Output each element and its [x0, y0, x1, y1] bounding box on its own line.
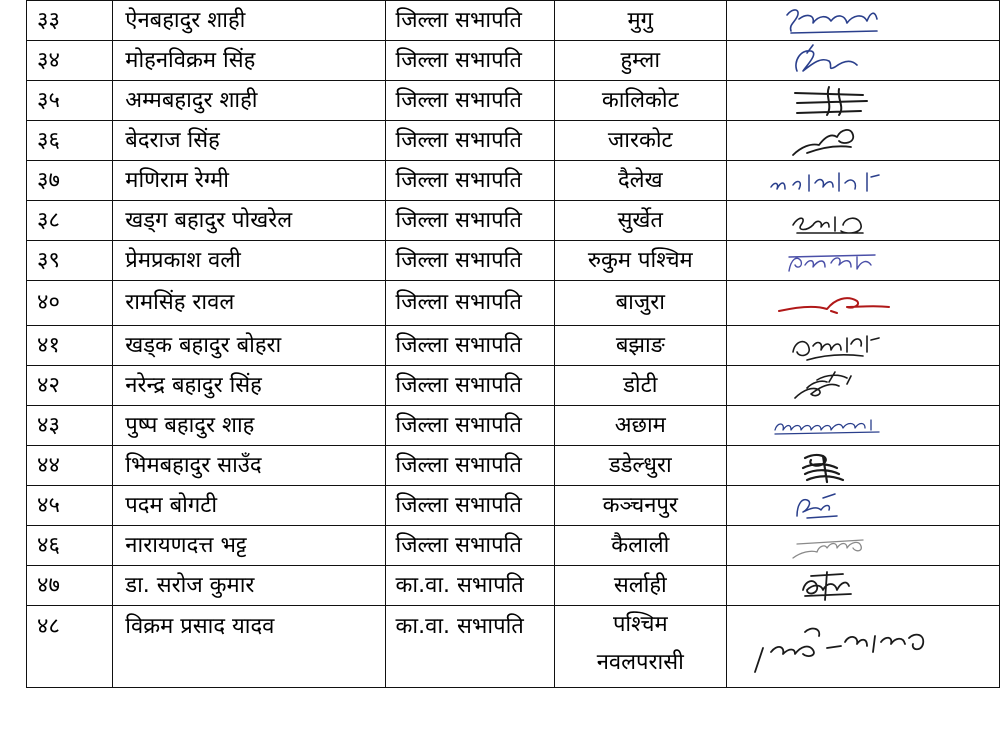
handwritten-signature [749, 618, 949, 678]
person-name: ऐनबहादुर शाही [113, 1, 385, 41]
person-name: भिमबहादुर साउँद [113, 446, 385, 486]
table-row [27, 41, 1000, 81]
district-name: मुगु [554, 1, 726, 41]
handwritten-signature [767, 328, 897, 364]
signature-cell [726, 241, 999, 281]
position-title: जिल्ला सभापति [385, 526, 554, 566]
person-name: नारायणदत्त भट्ट [113, 526, 385, 566]
position-title: जिल्ला सभापति [385, 121, 554, 161]
table-row [27, 281, 1000, 326]
serial-number: ४६ [27, 526, 113, 566]
person-name: खड्क बहादुर बोहरा [113, 326, 385, 366]
handwritten-signature [767, 163, 897, 199]
district-name: जारकोट [554, 121, 726, 161]
handwritten-signature [767, 123, 897, 159]
position-title: जिल्ला सभापति [385, 486, 554, 526]
position-title: जिल्ला सभापति [385, 1, 554, 41]
table-row [27, 606, 1000, 688]
table-row [27, 1, 1000, 41]
signature-cell [726, 41, 999, 81]
handwritten-signature [767, 203, 897, 239]
table-row [27, 566, 1000, 606]
table-row [27, 366, 1000, 406]
signature-cell [726, 201, 999, 241]
person-name: नरेन्द्र बहादुर सिंह [113, 366, 385, 406]
person-name: खड्ग बहादुर पोखरेल [113, 201, 385, 241]
position-title: जिल्ला सभापति [385, 41, 554, 81]
signature-cell [726, 81, 999, 121]
table-row [27, 121, 1000, 161]
signature-cell [726, 281, 999, 326]
serial-number: ४२ [27, 366, 113, 406]
district-name: कञ्चनपुर [554, 486, 726, 526]
handwritten-signature [767, 568, 897, 604]
district-line: पश्चिम [612, 612, 668, 637]
serial-number: ४७ [27, 566, 113, 606]
table-row [27, 201, 1000, 241]
serial-number: ४३ [27, 406, 113, 446]
signature-table [26, 0, 1000, 688]
handwritten-signature [767, 528, 897, 564]
signature-cell [726, 446, 999, 486]
district-name: डडेल्धुरा [554, 446, 726, 486]
handwritten-signature [767, 43, 897, 79]
signature-cell [726, 121, 999, 161]
person-name: पदम बोगटी [113, 486, 385, 526]
serial-number: ४१ [27, 326, 113, 366]
position-title: जिल्ला सभापति [385, 161, 554, 201]
district-name: हुम्ला [554, 41, 726, 81]
position-title: जिल्ला सभापति [385, 241, 554, 281]
person-name: मोहनविक्रम सिंह [113, 41, 385, 81]
serial-number: ३४ [27, 41, 113, 81]
position-title: जिल्ला सभापति [385, 446, 554, 486]
table-row [27, 161, 1000, 201]
signature-cell [726, 486, 999, 526]
table-row [27, 81, 1000, 121]
district-name: डोटी [554, 366, 726, 406]
signature-cell [726, 1, 999, 41]
serial-number: ४४ [27, 446, 113, 486]
district-name: सुर्खेत [554, 201, 726, 241]
district-name: दैलेख [554, 161, 726, 201]
handwritten-signature [767, 3, 897, 39]
person-name: रामसिंह रावल [113, 281, 385, 326]
handwritten-signature [767, 243, 897, 279]
table-row [27, 241, 1000, 281]
table-row [27, 446, 1000, 486]
table-row [27, 526, 1000, 566]
serial-number: ३९ [27, 241, 113, 281]
person-name: डा. सरोज कुमार [113, 566, 385, 606]
person-name: अम्मबहादुर शाही [113, 81, 385, 121]
person-name: बेदराज सिंह [113, 121, 385, 161]
district-name: बाजुरा [554, 281, 726, 326]
district-name [554, 606, 726, 688]
signature-cell [726, 526, 999, 566]
handwritten-signature [767, 368, 897, 404]
serial-number: ४८ [27, 606, 113, 688]
serial-number: ३६ [27, 121, 113, 161]
signature-cell [726, 566, 999, 606]
person-name: विक्रम प्रसाद यादव [113, 606, 385, 688]
person-name: पुष्प बहादुर शाह [113, 406, 385, 446]
district-name: सर्लाही [554, 566, 726, 606]
signature-cell [726, 366, 999, 406]
position-title: जिल्ला सभापति [385, 366, 554, 406]
signature-cell [726, 326, 999, 366]
table-row [27, 406, 1000, 446]
table-row [27, 486, 1000, 526]
position-title: जिल्ला सभापति [385, 81, 554, 121]
serial-number: ३५ [27, 81, 113, 121]
handwritten-signature [767, 448, 897, 484]
signature-cell [726, 606, 999, 688]
position-title: जिल्ला सभापति [385, 406, 554, 446]
handwritten-signature [767, 488, 897, 524]
handwritten-signature [767, 285, 897, 321]
district-name: अछाम [554, 406, 726, 446]
serial-number: ३३ [27, 1, 113, 41]
position-title: जिल्ला सभापति [385, 281, 554, 326]
serial-number: ४० [27, 281, 113, 326]
district-name: बझाङ [554, 326, 726, 366]
handwritten-signature [767, 83, 897, 119]
district-name: कालिकोट [554, 81, 726, 121]
signature-cell [726, 161, 999, 201]
handwritten-signature [767, 408, 897, 444]
signature-cell [726, 406, 999, 446]
district-name: रुकुम पश्चिम [554, 241, 726, 281]
table-row [27, 326, 1000, 366]
person-name: मणिराम रेग्मी [113, 161, 385, 201]
district-line: नवलपरासी [596, 650, 684, 675]
district-name: कैलाली [554, 526, 726, 566]
position-title: का.वा. सभापति [385, 606, 554, 688]
person-name: प्रेमप्रकाश वली [113, 241, 385, 281]
position-title: जिल्ला सभापति [385, 201, 554, 241]
serial-number: ३८ [27, 201, 113, 241]
position-title: का.वा. सभापति [385, 566, 554, 606]
serial-number: ३७ [27, 161, 113, 201]
serial-number: ४५ [27, 486, 113, 526]
position-title: जिल्ला सभापति [385, 326, 554, 366]
